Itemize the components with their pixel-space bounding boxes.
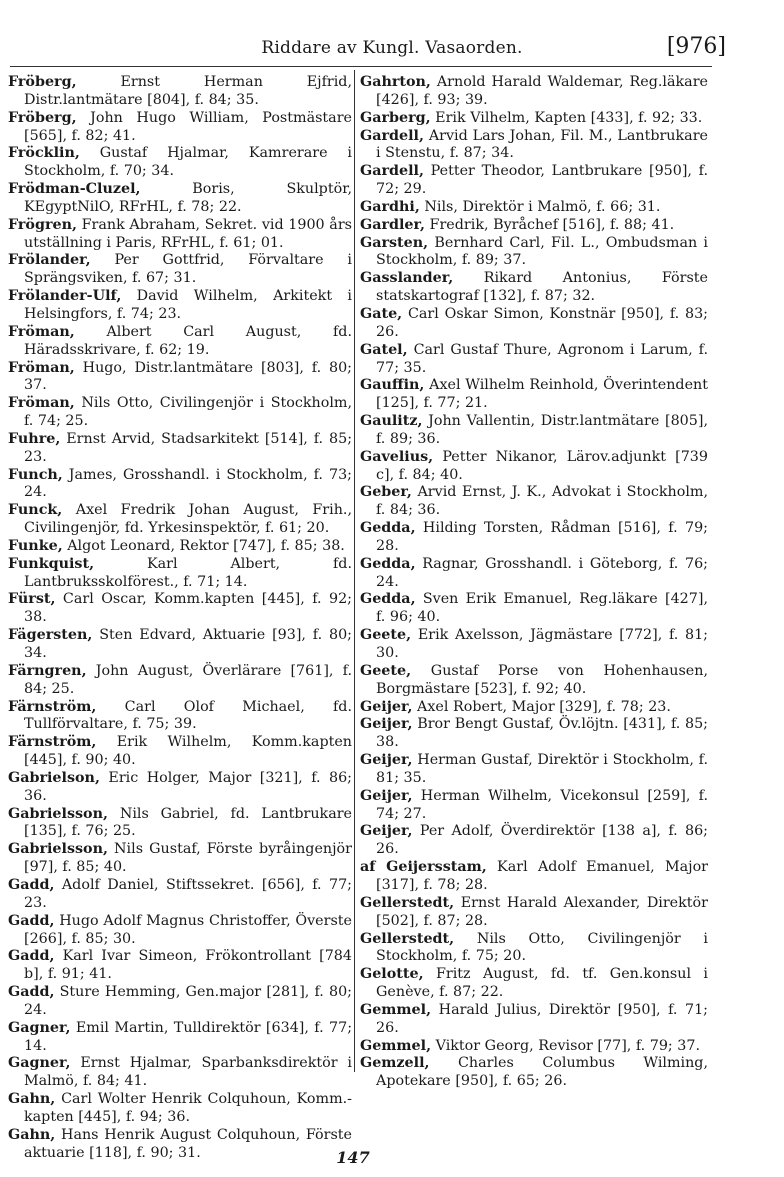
entry-surname: Gardell, [360,127,424,144]
entry-details: Erik Wilhelm, Komm.kapten [445], f. 90; 40. [24,734,353,769]
entry-surname: Färngren, [8,662,87,679]
entry-details: Rikard Antonius, Förste statskartograf [132], f. 87; 32. [376,270,709,305]
entry-surname: Geijer, [360,823,413,840]
entry-details: Nils Gabriel, fd. Lantbrukare [135], f. 76; 25. [24,805,353,840]
directory-entry [360,716,708,752]
entry-surname: Geijer, [360,716,413,733]
entry-surname: Fröman, [8,359,75,376]
directory-entry [360,1002,708,1038]
entry-surname: Gatel, [360,341,408,358]
directory-entry [8,288,352,324]
directory-entry [8,699,352,735]
directory-entry [8,217,352,253]
directory-entry [360,1038,708,1056]
directory-entry [360,520,708,556]
entry-details: Gustaf Hjalmar, Kamrerare i Stockholm, f. 70; 34. [24,145,352,180]
entry-surname: Gedda, [360,520,416,537]
directory-entry [8,663,352,699]
entry-details: Ernst Harald Alexander, Direktör [502], f. 87; 28. [376,894,708,929]
entry-details: Nils, Direktör i Malmö, f. 66; 31. [424,198,661,215]
entry-surname: Fröman, [8,395,75,412]
entry-surname: Fröcklin, [8,145,80,162]
entry-details: Ernst Hjalmar, Sparbanksdirektör i Malmö, f. 84; 41. [24,1055,352,1090]
entry-surname: Gauffin, [360,377,425,394]
entry-details: Erik Axelsson, Jägmästare [772], f. 81; 30. [376,627,709,661]
entry-details: John August, Överlärare [761], f. 84; 25. [24,662,352,697]
entry-surname: Funck, [8,502,63,519]
directory-entry [8,1020,352,1056]
directory-entry [360,110,708,128]
entry-details: Carl Oscar, Komm.kapten [445], f. 92; 38. [24,591,352,626]
entry-surname: Gadd, [8,948,55,965]
entry-details: Hugo, Distr.lantmätare [803], f. 80; 37. [24,359,352,394]
entry-surname: Gellerstedt, [360,894,455,911]
directory-entry [360,484,708,520]
entry-surname: Frögren, [8,216,77,233]
directory-entry [360,931,708,967]
directory-entry [8,145,352,181]
entry-surname: Gabrielson, [8,769,100,786]
entry-surname: af Geijersstam, [360,859,487,876]
directory-entry [360,270,708,306]
entry-surname: Garsten, [360,234,429,251]
entry-details: Arnold Harald Waldemar, Reg.läkare [426], f. 93; 39. [376,74,708,108]
directory-entry [360,217,708,235]
entry-surname: Gadd, [8,912,55,929]
entry-surname: Fröman, [8,323,75,340]
directory-entry [360,591,708,627]
entry-surname: Gardler, [360,216,425,233]
entry-details: Harald Julius, Direktör [950], f. 71; 26. [376,1001,708,1036]
entry-surname: Geete, [360,627,412,644]
directory-entry [360,128,708,164]
entry-surname: Gabrielsson, [8,805,108,822]
entry-details: Karl Ivar Simeon, Frökontrollant [784 b], f. 91; 41. [24,948,352,983]
entry-surname: Gahn, [8,1126,56,1143]
entry-details: Erik Vilhelm, Kapten [433], f. 92; 33. [435,109,703,126]
entry-details: Charles Columbus Wilming, Apotekare [950], f. 65; 26. [376,1055,709,1090]
directory-entry [8,984,352,1020]
directory-entry [360,199,708,217]
entry-details: Per Adolf, Överdirektör [138 a], f. 86; 26. [376,823,708,858]
directory-entry [8,360,352,396]
directory-entry [8,770,352,806]
entry-surname: Fröberg, [8,74,77,90]
entry-details: Ernst Herman Ejfrid, Distr.lantmätare [804], f. 84; 35. [24,74,353,108]
entry-details: Arvid Lars Johan, Fil. M., Lantbrukare i Stenstu, f. 87; 34. [376,127,709,162]
directory-entry [8,913,352,949]
left-column [8,74,352,1162]
directory-entry [360,1055,708,1091]
entry-details: Axel Wilhelm Reinhold, Överintendent [125], f. 77; 21. [376,377,709,412]
directory-entry [8,252,352,288]
entry-details: Carl Gustaf Thure, Agronom i Larum, f. 77; 35. [376,341,708,376]
entry-surname: Gardhi, [360,198,420,215]
entry-surname: Gardell, [360,163,424,180]
directory-entry [360,823,708,859]
page-reference: [976] [666,34,726,59]
entry-surname: Funkquist, [8,555,95,572]
header-rule [10,66,712,67]
directory-entry [8,181,352,217]
entry-details: Ragnar, Grosshandl. i Göteborg, f. 76; 24. [376,555,708,590]
directory-entry [360,895,708,931]
entry-details: Nils Otto, Civilingenjör i Stockholm, f. 74; 25. [24,395,353,430]
entry-surname: Geete, [360,662,412,679]
directory-entry [360,627,708,663]
directory-entry [8,841,352,877]
entry-surname: Gedda, [360,555,416,572]
entry-surname: Fröberg, [8,109,77,126]
entry-surname: Fägersten, [8,627,93,644]
directory-entry [8,395,352,431]
entry-details: Carl Wolter Henrik Colquhoun, Komm.-kapten [445], f. 94; 36. [24,1091,352,1125]
entry-details: Eric Holger, Major [321], f. 86; 36. [24,769,352,804]
entry-details: Arvid Ernst, J. K., Advokat i Stockholm, f. 84; 36. [376,484,708,519]
entry-surname: Gadd, [8,876,55,893]
entry-surname: Gadd, [8,984,55,1001]
entry-surname: Gemmel, [360,1037,432,1054]
entry-surname: Färnström, [8,734,97,751]
entry-surname: Gahrton, [360,74,431,90]
directory-entry [8,502,352,538]
entry-details: Axel Fredrik Johan August, Frih., Civilingenjör, fd. Yrkesinspektör, f. 61; 20. [24,502,353,537]
entry-surname: Frölander-Ulf, [8,288,122,305]
directory-entry [8,538,352,556]
entry-details: Gustaf Porse von Hohenhausen, Borgmästare [523], f. 92; 40. [376,662,709,697]
entry-surname: Fuhre, [8,430,61,447]
page-number: 147 [336,1148,370,1167]
entry-details: Carl Oskar Simon, Konstnär [950], f. 83; 26. [376,305,708,340]
entry-details: Nils Gustaf, Förste byråingenjör [97], f. 85; 40. [24,841,353,876]
directory-entry [360,413,708,449]
entry-details: Hans Henrik August Colquhoun, Förste aktuarie [118], f. 90; 31. [24,1126,352,1161]
directory-entry [8,1055,352,1091]
entry-details: Albert Carl August, fd. Häradsskrivare, f. 62; 19. [24,323,352,358]
directory-entry [360,163,708,199]
directory-entry [8,591,352,627]
entry-details: John Vallentin, Distr.lantmätare [805], f. 89; 36. [376,413,709,447]
directory-entry [360,306,708,342]
entry-details: Ernst Arvid, Stadsarkitekt [514], f. 85; 23. [24,430,353,465]
directory-entry [8,431,352,467]
entry-details: Fredrik, Byråchef [516], f. 88; 41. [429,216,675,233]
page-header [0,30,784,70]
directory-entry [8,1091,352,1127]
entry-surname: Gellerstedt, [360,930,455,947]
directory-entry [360,342,708,378]
right-column [360,74,708,1091]
entry-details: Algot Leonard, Rektor [747], f. 85; 38. [67,537,345,554]
entry-details: Bror Bengt Gustaf, Öv.löjtn. [431], f. 85; 38. [376,716,708,751]
directory-entry [8,734,352,770]
directory-entry [8,74,352,110]
entry-details: Karl Adolf Emanuel, Major [317], f. 78; 28. [376,859,709,893]
entry-surname: Funke, [8,537,63,554]
entry-details: Sten Edvard, Aktuarie [93], f. 80; 34. [24,627,352,661]
directory-entry [360,752,708,788]
directory-entry [360,699,708,717]
entry-surname: Frölander, [8,252,91,269]
entry-surname: Gagner, [8,1019,71,1036]
column-divider [354,70,355,1072]
entry-details: Petter Nikanor, Lärov.adjunkt [739 c], f. 84; 40. [376,448,709,483]
entry-details: Per Gottfrid, Förvaltare i Sprängsviken, f. 67; 31. [24,252,352,287]
entry-surname: Gemzell, [360,1055,430,1072]
entry-surname: Gavelius, [360,448,434,465]
entry-surname: Färnström, [8,698,97,715]
entry-details: Boris, Skulptör, KEgyptNilO, RFrHL, f. 78; 22. [24,181,352,215]
directory-entry [8,948,352,984]
entry-surname: Gasslander, [360,270,454,287]
entry-details: Nils Otto, Civilingenjör i Stockholm, f. 75; 20. [376,930,708,965]
entry-surname: Geijer, [360,698,413,715]
entry-surname: Geijer, [360,787,413,804]
directory-entry [8,110,352,146]
entry-details: Viktor Georg, Revisor [77], f. 79; 37. [435,1037,701,1054]
entry-surname: Funch, [8,466,63,483]
entry-details: Herman Wilhelm, Vicekonsul [259], f. 74; 27. [376,787,709,822]
directory-entry [360,74,708,110]
entry-surname: Geber, [360,484,412,501]
entry-details: Bernhard Carl, Fil. L., Ombudsman i Stockholm, f. 89; 37. [376,234,709,269]
directory-entry [8,806,352,842]
entry-details: Sture Hemming, Gen.major [281], f. 80; 24. [24,984,353,1018]
directory-entry [8,556,352,592]
directory-entry [8,627,352,663]
entry-details: Axel Robert, Major [329], f. 78; 23. [417,698,671,715]
entry-surname: Gaulitz, [360,413,423,430]
entry-surname: Garberg, [360,109,431,126]
entry-details: Fritz August, fd. tf. Gen.konsul i Genève, f. 87; 22. [376,966,709,1001]
entry-surname: Geijer, [360,752,413,769]
entry-surname: Gabrielsson, [8,841,108,858]
entry-details: Frank Abraham, Sekret. vid 1900 års utställning i Paris, RFrHL, f. 61; 01. [24,216,352,251]
entry-details: Petter Theodor, Lantbrukare [950], f. 72; 29. [376,163,708,198]
entry-details: Herman Gustaf, Direktör i Stockholm, f. 81; 35. [376,752,708,786]
entry-surname: Fürst, [8,591,56,608]
directory-entry [360,859,708,895]
entry-details: Hilding Torsten, Rådman [516], f. 79; 28. [376,520,708,554]
directory-entry [360,663,708,699]
directory-entry [360,377,708,413]
entry-surname: Gagner, [8,1055,71,1072]
entry-surname: Gemmel, [360,1001,432,1018]
entry-surname: Gedda, [360,591,416,608]
directory-entry [8,324,352,360]
directory-entry [360,966,708,1002]
directory-entry [360,788,708,824]
directory-entry [360,449,708,485]
entry-details: David Wilhelm, Arkitekt i Helsingfors, f. 74; 23. [24,288,352,322]
entry-surname: Frödman-Cluzel, [8,181,141,198]
entry-details: John Hugo William, Postmästare [565], f. 82; 41. [24,109,352,144]
running-title: Riddare av Kungl. Vasaorden. [261,38,523,58]
entry-details: Carl Olof Michael, fd. Tullförvaltare, f. 75; 39. [24,698,353,733]
directory-entry [8,877,352,913]
directory-entry [360,235,708,271]
entry-surname: Gate, [360,305,403,322]
entry-details: Hugo Adolf Magnus Christoffer, Överste [266], f. 85; 30. [24,912,353,947]
entry-details: Emil Martin, Tulldirektör [634], f. 77; 14. [24,1019,353,1054]
entry-details: Sven Erik Emanuel, Reg.läkare [427], f. 96; 40. [376,591,708,626]
entry-details: Karl Albert, fd. Lantbruksskolförest., f. 71; 14. [24,555,352,590]
entry-details: James, Grosshandl. i Stockholm, f. 73; 24. [24,466,353,501]
directory-entry [8,467,352,503]
entry-surname: Gelotte, [360,966,424,983]
directory-entry [360,556,708,592]
entry-details: Adolf Daniel, Stiftssekret. [656], f. 77; 23. [24,876,353,911]
entry-surname: Gahn, [8,1091,56,1108]
